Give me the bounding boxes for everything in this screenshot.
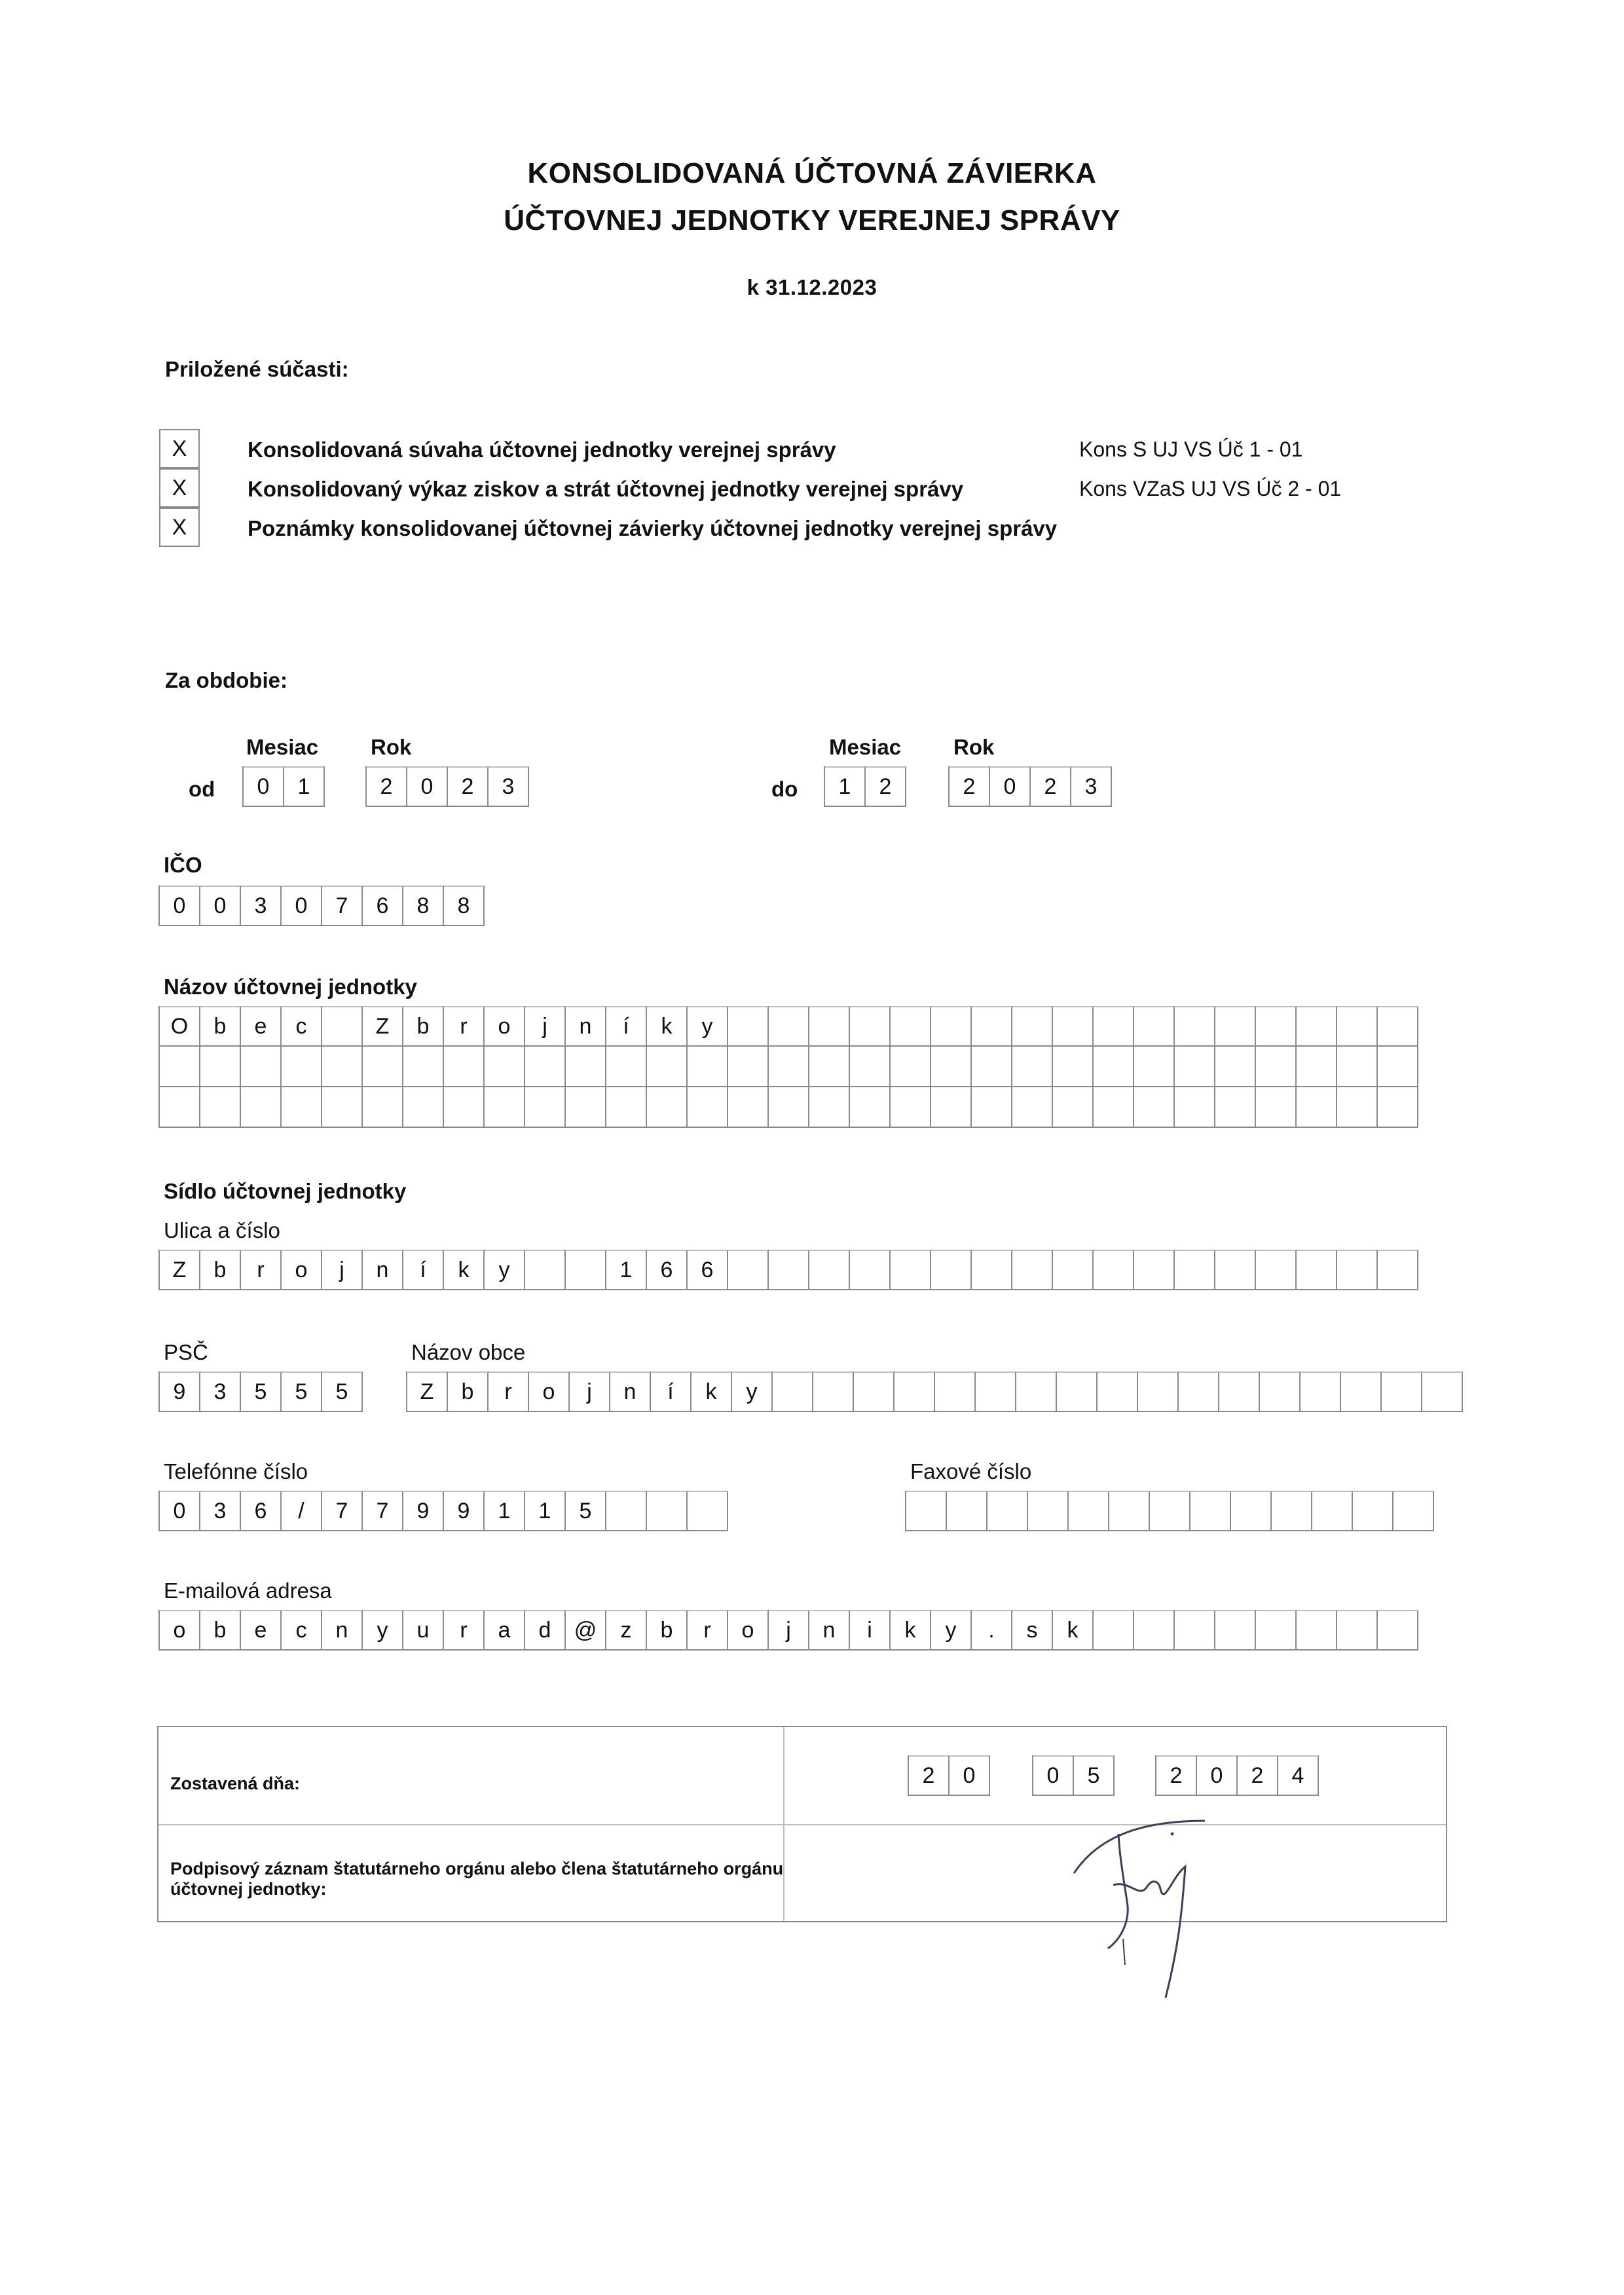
field-cell[interactable] [1134,1006,1175,1047]
field-cell[interactable] [322,1006,363,1047]
field-cell[interactable] [972,1087,1012,1128]
field-cell[interactable] [1012,1087,1053,1128]
entity-name-label: Názov účtovnej jednotky [164,975,417,999]
field-cell[interactable] [1297,1047,1337,1087]
field-cell[interactable] [1094,1087,1134,1128]
from-year-label: Rok [371,735,412,759]
field-cell[interactable]: 2 [866,766,906,807]
field-cell[interactable]: c [282,1006,322,1047]
field-cell[interactable] [891,1006,931,1047]
field-cell[interactable]: 5 [1074,1755,1115,1796]
city-label: Názov obce [411,1340,526,1364]
field-cell[interactable]: r [444,1006,485,1047]
field-cell[interactable] [444,1047,485,1087]
field-cell[interactable] [1150,1491,1190,1531]
field-cell[interactable] [972,1250,1012,1290]
field-cell[interactable] [1312,1491,1353,1531]
field-cell[interactable] [891,1047,931,1087]
to-year-label: Rok [953,735,995,759]
field-cell[interactable]: y [485,1250,525,1290]
entity-name-field[interactable] [158,1006,1418,1128]
field-cell[interactable]: 3 [489,766,529,807]
field-cell[interactable] [525,1047,566,1087]
field-cell[interactable]: j [322,1250,363,1290]
field-cell[interactable]: 0 [160,886,200,926]
ico-field[interactable] [158,886,485,926]
field-cell[interactable] [1094,1610,1134,1651]
field-cell[interactable] [647,1491,688,1531]
field-cell[interactable]: r [489,1371,529,1412]
field-cell[interactable] [1175,1610,1215,1651]
field-cell[interactable] [1337,1047,1378,1087]
field-cell[interactable] [525,1087,566,1128]
field-cell[interactable] [931,1087,972,1128]
field-cell[interactable]: k [1053,1610,1094,1651]
field-cell[interactable] [769,1087,809,1128]
field-cell[interactable]: k [891,1610,931,1651]
signature-label-line1: Podpisový záznam štatutárneho orgánu alebo člena štatutárneho orgánu [170,1859,784,1878]
field-cell[interactable]: Z [160,1250,200,1290]
field-cell[interactable] [895,1371,935,1412]
field-cell[interactable] [769,1250,809,1290]
field-cell[interactable]: i [850,1610,891,1651]
field-cell[interactable]: 2 [1031,766,1071,807]
psc-label: PSČ [164,1340,208,1364]
compiled-year-field[interactable] [1155,1755,1319,1796]
field-cell[interactable]: 3 [200,1371,241,1412]
attachment-code-1: Kons S UJ VS Úč 1 - 01 [1079,438,1303,461]
section-divider-vertical [783,1727,784,1921]
field-cell[interactable] [1297,1087,1337,1128]
field-cell[interactable] [403,1087,444,1128]
field-cell[interactable] [1378,1087,1418,1128]
field-cell[interactable]: 0 [160,1491,200,1531]
field-cell[interactable] [1215,1047,1256,1087]
field-cell[interactable] [1134,1047,1175,1087]
field-cell[interactable]: 7 [322,886,363,926]
field-cell[interactable] [160,1047,200,1087]
field-cell[interactable] [1175,1006,1215,1047]
field-cell[interactable]: 1 [525,1491,566,1531]
field-cell[interactable] [1098,1371,1138,1412]
field-cell[interactable] [728,1047,769,1087]
field-cell[interactable] [1231,1491,1272,1531]
field-cell[interactable] [444,1087,485,1128]
field-cell[interactable] [891,1087,931,1128]
field-cell[interactable] [1337,1006,1378,1047]
field-cell[interactable]: 5 [566,1491,606,1531]
field-cell[interactable]: b [200,1006,241,1047]
field-cell[interactable] [525,1250,566,1290]
field-cell[interactable] [1382,1371,1422,1412]
field-cell[interactable] [728,1087,769,1128]
field-cell[interactable] [1378,1006,1418,1047]
field-cell[interactable]: 2 [909,1755,950,1796]
field-cell[interactable] [891,1250,931,1290]
field-cell[interactable]: n [363,1250,403,1290]
field-cell[interactable]: e [241,1006,282,1047]
field-cell[interactable] [1094,1006,1134,1047]
field-cell[interactable]: y [363,1610,403,1651]
field-cell[interactable]: 1 [825,766,866,807]
field-cell[interactable] [647,1087,688,1128]
field-cell[interactable] [606,1047,647,1087]
field-cell[interactable] [1353,1491,1393,1531]
field-cell[interactable]: b [448,1371,489,1412]
field-cell[interactable]: 7 [363,1491,403,1531]
field-cell[interactable] [1053,1006,1094,1047]
field-cell[interactable]: 6 [241,1491,282,1531]
field-cell[interactable]: 1 [485,1491,525,1531]
field-cell[interactable]: j [769,1610,809,1651]
field-cell[interactable]: y [931,1610,972,1651]
field-cell[interactable]: . [972,1610,1012,1651]
field-cell[interactable] [850,1087,891,1128]
field-cell[interactable] [773,1371,813,1412]
field-cell[interactable]: 9 [160,1371,200,1412]
field-cell[interactable] [200,1087,241,1128]
field-cell[interactable]: a [485,1610,525,1651]
field-cell[interactable]: 5 [282,1371,322,1412]
attachment-checkbox-3[interactable]: X [159,508,200,547]
field-cell[interactable] [1057,1371,1098,1412]
field-cell[interactable]: o [529,1371,570,1412]
field-cell[interactable]: r [688,1610,728,1651]
field-cell[interactable] [1215,1006,1256,1047]
field-cell[interactable] [850,1250,891,1290]
field-cell[interactable]: 0 [950,1755,990,1796]
field-cell[interactable] [241,1047,282,1087]
field-cell[interactable] [1378,1610,1418,1651]
fax-label: Faxové číslo [910,1459,1032,1483]
field-cell[interactable] [1094,1250,1134,1290]
field-cell[interactable] [322,1047,363,1087]
field-cell[interactable] [1175,1047,1215,1087]
field-cell[interactable] [1297,1610,1337,1651]
field-cell[interactable] [363,1047,403,1087]
field-cell[interactable] [241,1087,282,1128]
document-title-line2: ÚČTOVNEJ JEDNOTKY VEREJNEJ SPRÁVY [504,204,1120,236]
field-cell[interactable]: n [322,1610,363,1651]
field-cell[interactable]: d [525,1610,566,1651]
field-cell[interactable]: z [606,1610,647,1651]
field-cell[interactable] [1301,1371,1341,1412]
phone-field[interactable] [158,1491,728,1531]
from-label: od [189,777,215,801]
field-cell[interactable]: / [282,1491,322,1531]
field-cell[interactable] [809,1087,850,1128]
field-cell[interactable] [1028,1491,1069,1531]
email-label: E-mailová adresa [164,1578,332,1603]
field-cell[interactable]: 4 [1278,1755,1319,1796]
field-cell[interactable]: 2 [950,766,990,807]
field-cell[interactable] [1215,1610,1256,1651]
field-cell[interactable] [1053,1250,1094,1290]
street-label: Ulica a číslo [164,1218,280,1242]
field-cell[interactable]: r [444,1610,485,1651]
field-cell[interactable] [566,1047,606,1087]
field-cell[interactable] [1179,1371,1219,1412]
field-cell[interactable] [947,1491,987,1531]
field-cell[interactable]: 6 [688,1250,728,1290]
field-cell[interactable] [728,1006,769,1047]
section-divider-horizontal [158,1824,1446,1825]
field-cell[interactable] [1094,1047,1134,1087]
field-cell[interactable]: y [732,1371,773,1412]
field-cell[interactable]: 7 [322,1491,363,1531]
field-cell[interactable] [688,1491,728,1531]
address-heading: Sídlo účtovnej jednotky [164,1179,407,1203]
attachment-label-1: Konsolidovaná súvaha účtovnej jednotky verejnej správy [248,438,836,462]
field-cell[interactable] [1219,1371,1260,1412]
field-cell[interactable] [160,1087,200,1128]
to-month-field[interactable] [824,766,906,807]
field-cell[interactable]: c [282,1610,322,1651]
field-cell[interactable]: o [160,1610,200,1651]
field-cell[interactable]: r [241,1250,282,1290]
field-cell[interactable] [1337,1610,1378,1651]
field-row [158,1006,1418,1047]
field-cell[interactable]: 0 [200,886,241,926]
field-cell[interactable] [403,1047,444,1087]
field-cell[interactable]: 2 [448,766,489,807]
field-cell[interactable] [1138,1371,1179,1412]
field-cell[interactable]: j [525,1006,566,1047]
field-cell[interactable]: o [282,1250,322,1290]
field-cell[interactable]: 3 [1071,766,1112,807]
field-cell[interactable]: 5 [241,1371,282,1412]
field-cell[interactable] [972,1006,1012,1047]
attachment-checkbox-2[interactable]: X [159,468,200,508]
field-cell[interactable] [1378,1047,1418,1087]
field-cell[interactable] [1012,1250,1053,1290]
field-cell[interactable]: b [200,1250,241,1290]
attachment-code-2: Kons VZaS UJ VS Úč 2 - 01 [1079,477,1342,500]
field-cell[interactable] [1175,1087,1215,1128]
field-cell[interactable] [1337,1250,1378,1290]
field-cell[interactable] [566,1087,606,1128]
handwritten-signature [1048,1808,1231,2004]
attachment-label-3: Poznámky konsolidovanej účtovnej závierky účtovnej jednotky verejnej správy [248,516,1058,540]
field-cell[interactable] [1134,1087,1175,1128]
field-cell[interactable] [647,1047,688,1087]
field-cell[interactable] [809,1047,850,1087]
field-cell[interactable]: Z [363,1006,403,1047]
field-cell[interactable]: 0 [244,766,284,807]
attachments-heading: Priložené súčasti: [165,357,349,381]
field-cell[interactable] [1012,1047,1053,1087]
field-cell[interactable]: 8 [403,886,444,926]
field-cell[interactable] [1260,1371,1301,1412]
field-cell[interactable]: O [160,1006,200,1047]
field-cell[interactable] [363,1087,403,1128]
field-cell[interactable] [1215,1250,1256,1290]
field-cell[interactable] [688,1087,728,1128]
field-cell[interactable] [1134,1610,1175,1651]
from-month-field[interactable] [242,766,325,807]
attachment-checkbox-1[interactable]: X [159,429,200,468]
field-cell[interactable]: í [403,1250,444,1290]
field-cell[interactable] [606,1087,647,1128]
field-cell[interactable]: b [200,1610,241,1651]
field-cell[interactable] [1256,1250,1297,1290]
field-cell[interactable] [972,1047,1012,1087]
field-cell[interactable] [1297,1250,1337,1290]
field-cell[interactable]: 9 [403,1491,444,1531]
field-cell[interactable]: 0 [990,766,1031,807]
field-cell[interactable] [1190,1491,1231,1531]
field-cell[interactable] [809,1250,850,1290]
field-cell[interactable]: e [241,1610,282,1651]
field-cell[interactable] [1109,1491,1150,1531]
field-cell[interactable] [813,1371,854,1412]
from-year-field[interactable] [365,766,529,807]
field-cell[interactable] [935,1371,976,1412]
field-row [158,1047,1418,1087]
email-field[interactable] [158,1610,1418,1651]
field-cell[interactable]: o [485,1006,525,1047]
field-cell[interactable] [1053,1087,1094,1128]
field-cell[interactable] [1256,1610,1297,1651]
field-cell[interactable]: 6 [647,1250,688,1290]
field-cell[interactable]: 5 [322,1371,363,1412]
field-cell[interactable] [1256,1047,1297,1087]
field-cell[interactable]: j [570,1371,610,1412]
field-cell[interactable]: 9 [444,1491,485,1531]
field-cell[interactable] [1016,1371,1057,1412]
field-cell[interactable] [688,1047,728,1087]
field-cell[interactable]: 0 [407,766,448,807]
field-cell[interactable]: n [610,1371,651,1412]
street-field[interactable] [158,1250,1418,1290]
field-cell[interactable] [769,1047,809,1087]
field-cell[interactable]: 2 [367,766,407,807]
field-cell[interactable] [200,1047,241,1087]
field-cell[interactable] [1393,1491,1434,1531]
field-cell[interactable] [566,1250,606,1290]
field-cell[interactable] [1297,1006,1337,1047]
field-cell[interactable]: b [647,1610,688,1651]
field-cell[interactable] [282,1047,322,1087]
field-cell[interactable] [854,1371,895,1412]
field-cell[interactable] [1256,1087,1297,1128]
field-cell[interactable] [850,1006,891,1047]
field-cell[interactable]: 3 [200,1491,241,1531]
field-cell[interactable] [976,1371,1016,1412]
attachment-label-2: Konsolidovaný výkaz ziskov a strát účtovnej jednotky verejnej správy [248,477,964,501]
field-cell[interactable]: 0 [1033,1755,1074,1796]
field-cell[interactable] [1272,1491,1312,1531]
field-cell[interactable] [322,1087,363,1128]
field-cell[interactable]: 0 [1197,1755,1238,1796]
period-heading: Za obdobie: [165,668,287,692]
field-cell[interactable] [485,1047,525,1087]
compiled-day-field[interactable] [908,1755,990,1796]
field-cell[interactable]: n [809,1610,850,1651]
field-cell[interactable]: y [688,1006,728,1047]
field-cell[interactable]: 1 [606,1250,647,1290]
field-cell[interactable]: b [403,1006,444,1047]
field-cell[interactable]: u [403,1610,444,1651]
field-cell[interactable]: 1 [284,766,325,807]
document-date: k 31.12.2023 [747,275,877,299]
field-cell[interactable]: k [692,1371,732,1412]
field-cell[interactable] [1378,1250,1418,1290]
field-cell[interactable]: 2 [1238,1755,1278,1796]
document-title-line1: KONSOLIDOVANÁ ÚČTOVNÁ ZÁVIERKA [527,157,1097,189]
field-cell[interactable] [987,1491,1028,1531]
compiled-date-label: Zostavená dňa: [170,1774,301,1793]
field-cell[interactable] [1053,1047,1094,1087]
field-cell[interactable] [1422,1371,1463,1412]
field-cell[interactable]: s [1012,1610,1053,1651]
field-cell[interactable]: í [651,1371,692,1412]
field-cell[interactable] [1134,1250,1175,1290]
field-cell[interactable]: 0 [282,886,322,926]
psc-field[interactable] [158,1371,363,1412]
ico-label: IČO [164,853,202,877]
field-cell[interactable] [1215,1087,1256,1128]
field-cell[interactable]: 2 [1156,1755,1197,1796]
field-cell[interactable] [1069,1491,1109,1531]
field-cell[interactable] [1337,1087,1378,1128]
phone-label: Telefónne číslo [164,1459,308,1483]
field-cell[interactable]: n [566,1006,606,1047]
to-year-field[interactable] [948,766,1112,807]
field-cell[interactable]: 3 [241,886,282,926]
field-cell[interactable] [906,1491,947,1531]
field-cell[interactable]: k [647,1006,688,1047]
field-cell[interactable] [606,1491,647,1531]
field-row [158,1087,1418,1128]
field-cell[interactable] [485,1087,525,1128]
field-cell[interactable] [282,1087,322,1128]
field-cell[interactable]: Z [407,1371,448,1412]
field-cell[interactable]: k [444,1250,485,1290]
field-cell[interactable] [850,1047,891,1087]
field-cell[interactable] [769,1006,809,1047]
field-cell[interactable] [931,1047,972,1087]
field-cell[interactable]: @ [566,1610,606,1651]
field-cell[interactable]: o [728,1610,769,1651]
signature-label-line2: účtovnej jednotky: [170,1879,327,1899]
field-cell[interactable] [728,1250,769,1290]
field-cell[interactable]: 6 [363,886,403,926]
field-cell[interactable] [1175,1250,1215,1290]
compiled-month-field[interactable] [1032,1755,1115,1796]
to-month-label: Mesiac [829,735,902,759]
to-label: do [771,777,798,801]
fax-field[interactable] [905,1491,1434,1531]
field-cell[interactable] [931,1250,972,1290]
field-cell[interactable] [1256,1006,1297,1047]
field-cell[interactable] [809,1006,850,1047]
from-month-label: Mesiac [246,735,319,759]
city-field[interactable] [406,1371,1463,1412]
field-cell[interactable] [1341,1371,1382,1412]
field-cell[interactable] [931,1006,972,1047]
field-cell[interactable] [1012,1006,1053,1047]
field-cell[interactable]: í [606,1006,647,1047]
field-cell[interactable]: 8 [444,886,485,926]
